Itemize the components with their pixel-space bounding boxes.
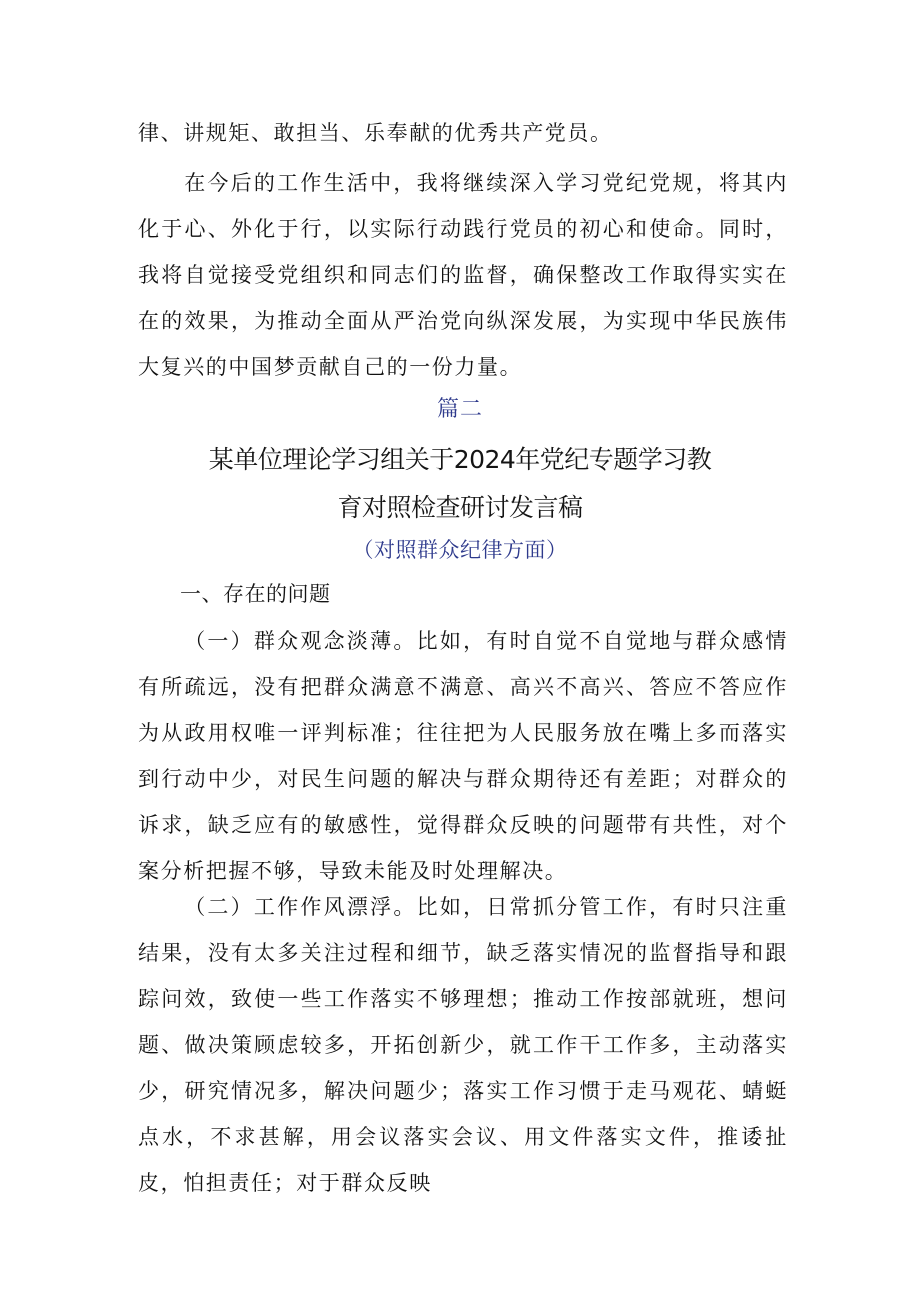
section-label: 篇二 [436,397,483,422]
title-line-1: 某单位理论学习组关于2024年党纪专题学习教 [208,445,712,474]
issue-2-block [138,884,788,1206]
intro-paragraph: 律、讲规矩、敢担当、乐奉献的优秀共产党员。 [138,121,613,145]
issue-1-paragraph: （一）群众观念淡薄。比如，有时自觉不自觉地与群众感情有所疏远，没有把群众满意不满意、高兴不高兴、答应不答应作为从政用权唯一评判标准；往往把为人民服务放在嘴上多而落实到行动中少，对民生问题的解决与群众期待还有差距；对群众的诉求，缺乏应有的敏感性，觉得群众反映的问题带有共性，对个案分析把握不够，导致未能及时处理解决。 [138,629,788,883]
issue-2-paragraph: （二）工作作风漂浮。比如，日常抓分管工作，有时只注重结果，没有太多关注过程和细节，缺乏落实情况的监督指导和跟踪问效，致使一些工作落实不够理想；推动工作按部就班，想问题、做决策顾虑较多，开拓创新少，就工作干工作多，主动落实少，研究情况多，解决问题少；落实工作习惯于走马观花、蜻蜓点水，不求甚解，用会议落实会议、用文件落实文件，推诿扯皮，怕担责任；对于群众反映 [138,895,788,1195]
issue-1-block [138,618,788,894]
document-subtitle: （对照群众纪律方面） [352,538,568,562]
document-title [0,436,920,532]
section-heading-issues: 一、存在的问题 [180,582,331,606]
closing-paragraph: 在今后的工作生活中，我将继续深入学习党纪党规，将其内化于心、外化于行，以实际行动践行党员的初心和使命。同时，我将自觉接受党组织和同志们的监督，确保整改工作取得实实在在的效果，为推动全面从严治党向纵深发展，为实现中华民族伟大复兴的中国梦贡献自己的一份力量。 [138,171,788,379]
previous-section-text [138,110,788,390]
title-line-2: 育对照检查研讨发言稿 [337,493,583,522]
